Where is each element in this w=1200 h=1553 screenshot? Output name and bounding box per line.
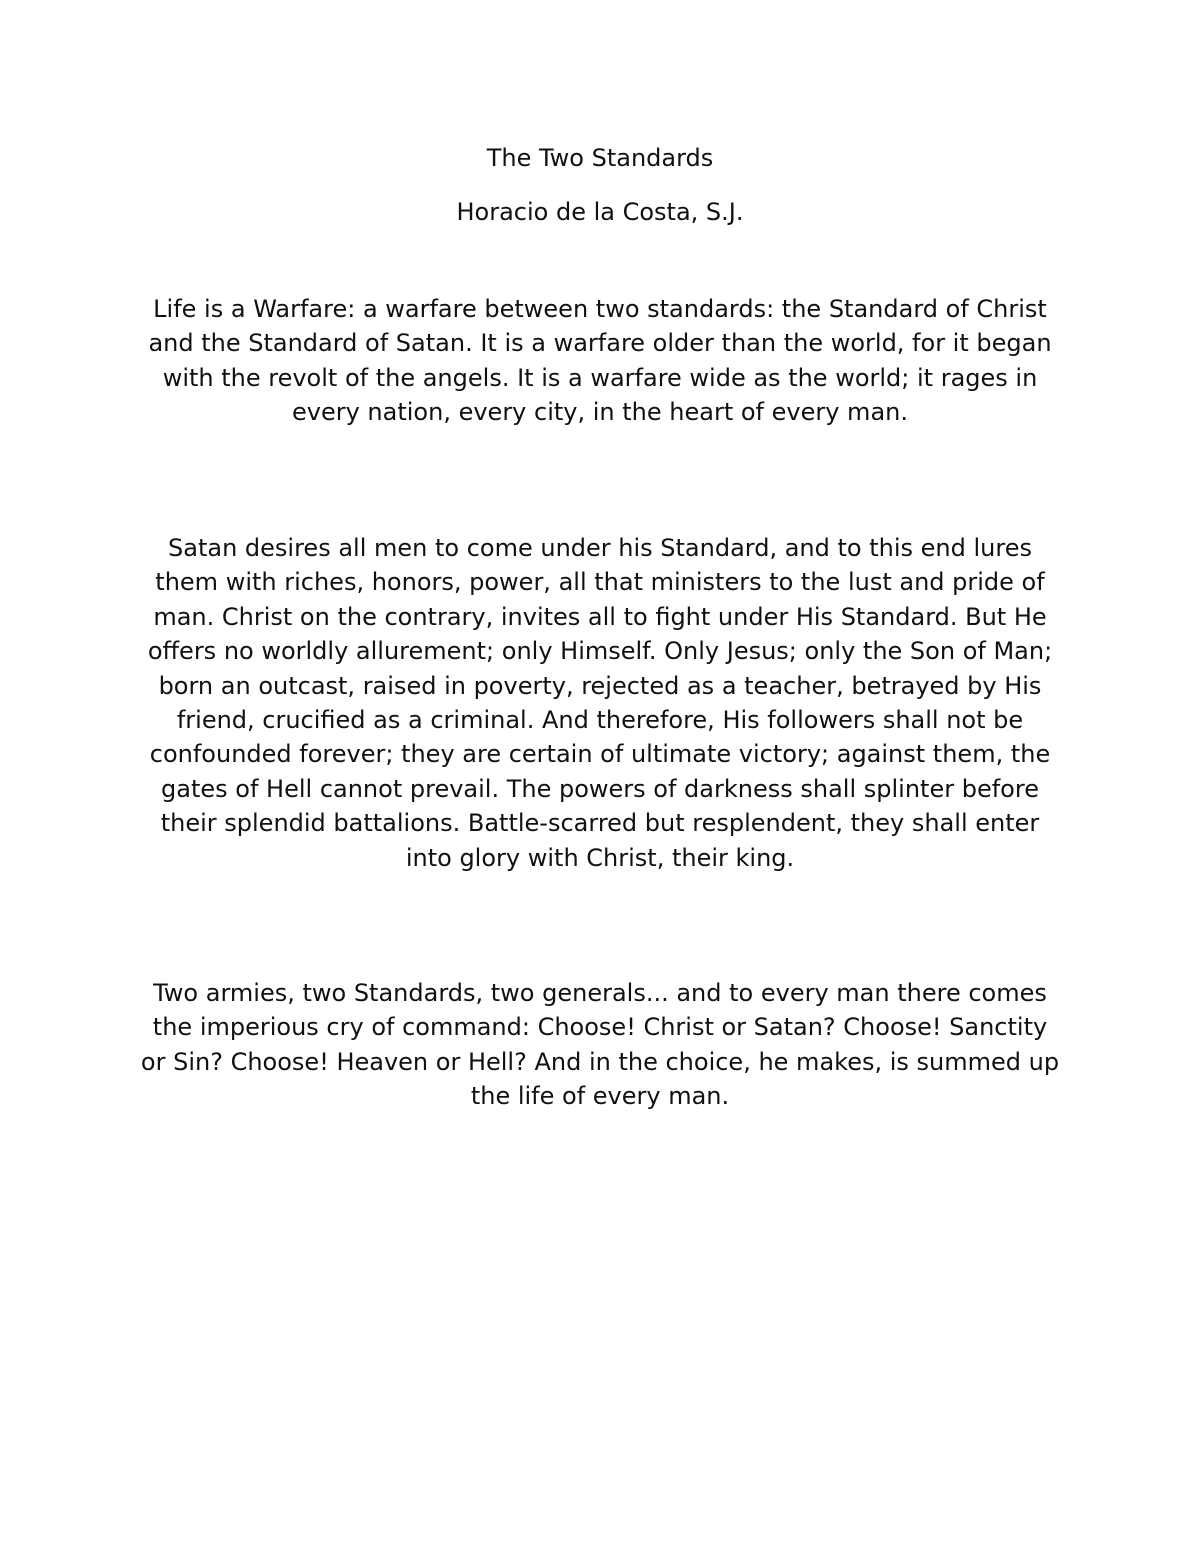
paragraph-1: Life is a Warfare: a warfare between two standards: the Standard of Christ and the Standard of Satan. It is a warfare older than the world, for it began with the revolt of the angels. It is a warfare wide as the world; it rages in every nation, every city, in the heart of every man.: [148, 295, 1052, 427]
paragraph-3: Two armies, two Standards, two generals... and to every man there comes the imperious cry of command: Choose! Christ or Satan? Choose! Sanctity or Sin? Choose! Heaven or Hell? And in the choice, he makes, is summed up the life of every man.: [140, 979, 1060, 1111]
document-title: The Two Standards: [486, 144, 714, 172]
paragraph-2: Satan desires all men to come under his Standard, and to this end lures them with riches, honors, power, all that ministers to the lust and pride of man. Christ on the contrary, invites all to fight under His Standard. But He offers no worldly allurement; only Himself. Only Jesus; only the Son of Man; born an outcast, raised in poverty, rejected as a teacher, betrayed by His friend, crucified as a criminal. And therefore, His followers shall not be confounded forever; they are certain of ultimate victory; against them, the gates of Hell cannot prevail. The powers of darkness shall splinter before their splendid battalions. Battle-scarred but resplendent, they shall enter into glory with Christ, their king.: [147, 534, 1053, 872]
document-author: Horacio de la Costa, S.J.: [456, 198, 744, 226]
